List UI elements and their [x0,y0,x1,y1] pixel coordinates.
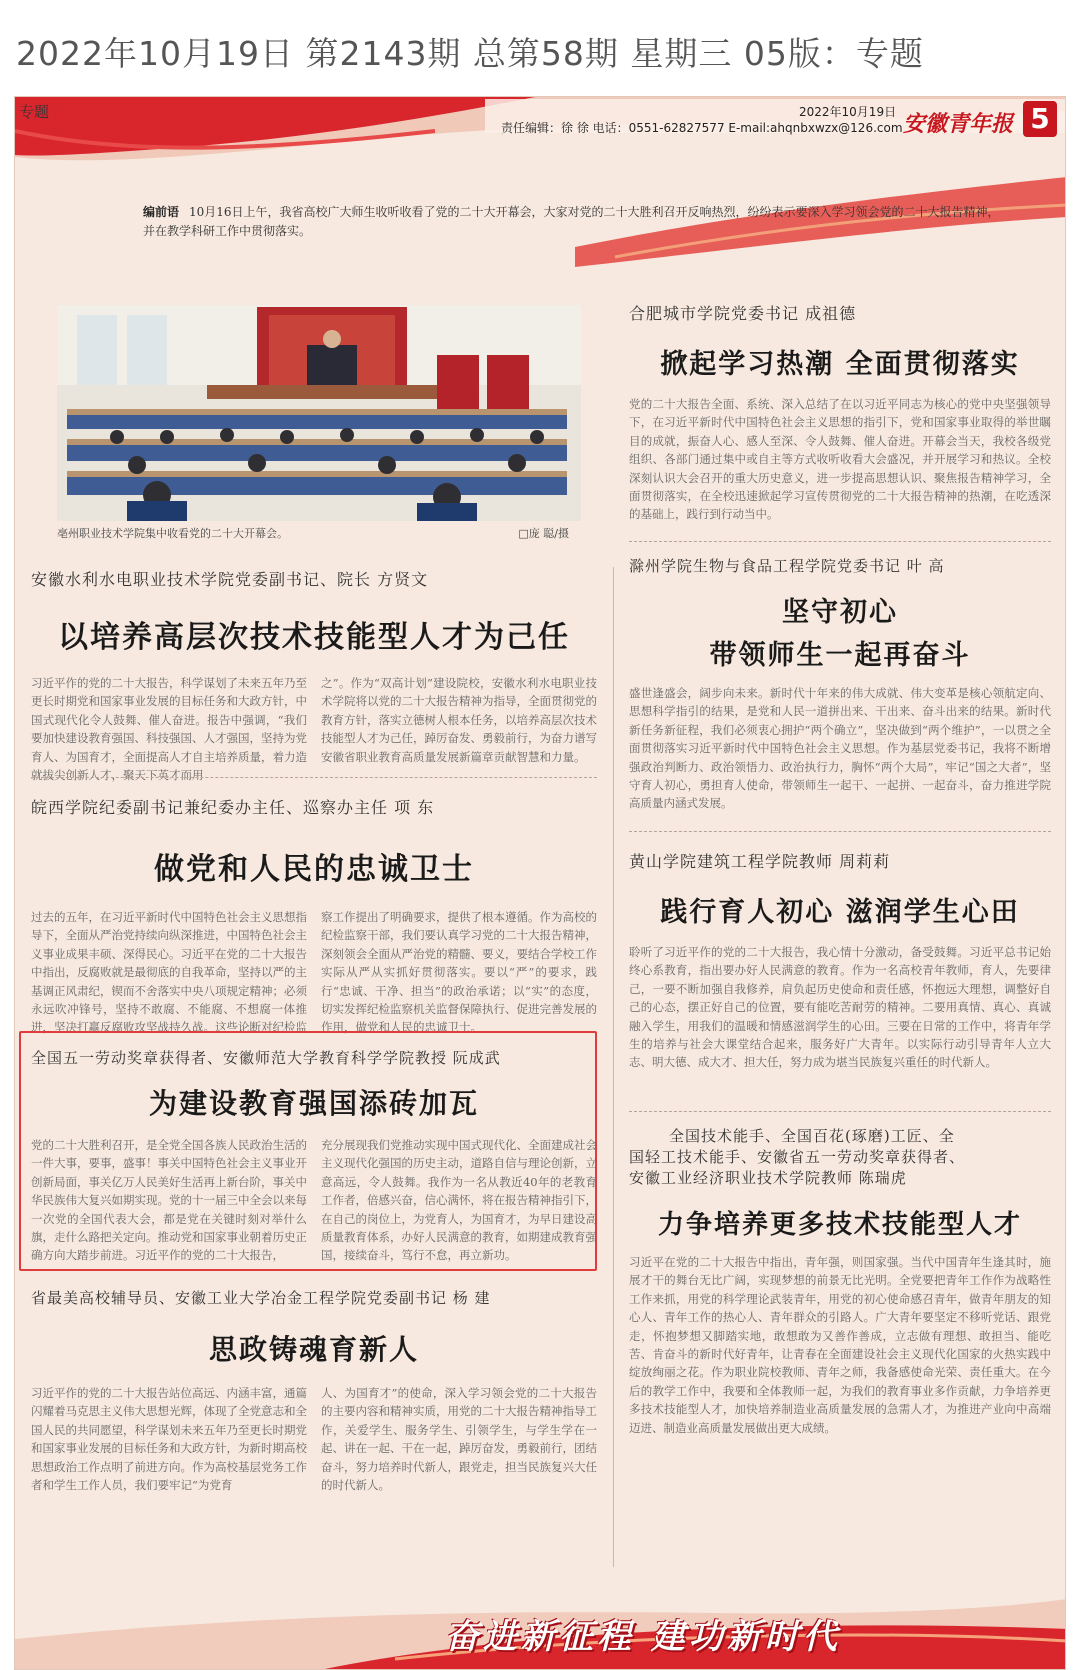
article-fang-xianwen [31,567,597,784]
article-ruan-chengwu [31,1047,597,1265]
article-body: 党的二十大胜利召开，是全党全国各族人民政治生活的一件大事，要事，盛事！事关中国特色社会主义事业开创新局面，事关亿万人民美好生活再上新台阶，事关中华民族伟大复兴如期实现。党的十一届三中全会以来每一次党的全国代表大会，都是党在关键时刻对举什么旗，走什么路把关定向。推动党和国家事业朝着历史正确方向大踏步前进。习近平作的党的二十大报告， [31,1138,307,1263]
article-headline: 带领师生一起再奋斗 [709,640,971,671]
article-headline: 力争培养更多技术技能型人才 [657,1210,1022,1240]
article-body: 之”。作为“双高计划”建设院校，安徽水利水电职业技术学院将以党的二十大报告精神为指导，全面贯彻党的教育方针，落实立德树人根本任务，以培养高层次技术技能型人才为己任，踔厉奋发、勇毅前行，为奋力谱写安徽省职业教育高质量发展新篇章贡献智慧和力量。 [321,676,597,764]
news-photo [57,305,581,521]
article-body: 充分展现我们党推动实现中国式现代化、全面建成社会主义现代化强国的历史主动，道路自信与理论创新，立意高远，令人鼓舞。我作为一名从教近40年的老教育工作者，倍感兴奋，信心满怀，将在报告精神指引下，在自己的岗位上，为党育人，为国育才，为早日建设高质量教育体系，办好人民满意的教育，如期建成教育强国，接续奋斗，笃行不怠，再立新功。 [321,1138,597,1263]
editor-note [143,203,1003,241]
article-cheng-zude [629,301,1051,524]
article-zhou-lili [629,849,1051,1072]
footer-slogan: 奋进新征程 建功新时代 [445,1617,841,1657]
article-yang-jian [31,1287,597,1494]
article-headline: 践行育人初心 滋润学生心田 [660,897,1020,928]
editor-note-label: 编前语 [143,205,180,219]
article-body: 习近平作的党的二十大报告站位高远、内涵丰富，通篇闪耀着马克思主义伟大思想光辉，体现了全党意志和全国人民的共同愿望，科学谋划未来五年乃至更长时期党和国家事业发展的目标任务和大政方针，为新时期高校思想政治工作点明了前进方向。作为高校基层党务工作者和学生工作人员，我们要牢记“为党育 [31,1386,307,1493]
divider [629,541,1051,542]
section-label: 专题 [19,103,50,121]
article-byline: 全国五一劳动奖章获得者、安徽师范大学教育科学学院教授 阮成武 [31,1049,501,1067]
editor-note-text: 10月16日上午，我省高校广大师生收听收看了党的二十大开幕会，大家对党的二十大胜利召开反响热烈，纷纷表示要深入学习领会党的二十大报告精神，并在教学科研工作中贯彻落实。 [143,205,1000,238]
article-byline: 黄山学院建筑工程学院教师 周莉莉 [629,852,891,871]
editor-line: 责任编辑：徐 徐 电话：0551-62827577 E-mail:ahqnbxwzx@126.com [501,121,903,135]
article-byline: 全国技术能手、全国百花(琢磨)工匠、全 [669,1127,955,1145]
article-headline: 做党和人民的忠诚卫士 [154,852,474,887]
article-headline: 为建设教育强国添砖加瓦 [148,1087,479,1120]
article-headline: 思政铸魂育新人 [208,1333,419,1366]
article-byline: 皖西学院纪委副书记兼纪委办主任、巡察办主任 项 东 [31,798,435,817]
column-divider [613,567,614,1567]
header-date: 2022年10月19日 [799,105,897,119]
article-headline: 掀起学习热潮 全面贯彻落实 [660,349,1020,380]
article-xiang-dong [31,795,597,1037]
top-bar [0,0,1080,96]
newspaper-page [14,96,1066,1670]
article-body: 过去的五年，在习近平新时代中国特色社会主义思想指导下，全面从严治党持续向纵深推进，中国特色社会主义事业成果丰硕、深得民心。习近平在党的二十大报告中指出，反腐败就是最彻底的自我革命，坚持以严的主基调正风肃纪，锲而不舍落实中央八项规定精神；必须永远吹冲锋号，坚持不敢腐、不能腐、不想腐一体推进，坚决打赢反腐败攻坚战持久战。这些论断对纪检监 [31,910,307,1035]
article-byline: 国轻工技术能手、安徽省五一劳动奖章获得者、 [629,1148,966,1166]
article-byline: 省最美高校辅导员、安徽工业大学冶金工程学院党委副书记 杨 建 [31,1289,491,1307]
article-body: 察工作提出了明确要求，提供了根本遵循。作为高校的纪检监察干部，我们要认真学习党的二十大报告精神，深刻领会全面从严治党的精髓、要义，要结合学校工作实际从严从实抓好贯彻落实。要以“严”的要求，践行“忠诚、干净、担当”的政治承诺；以“实”的态度，切实发挥纪检监察机关监督保障执行、促进完善发展的作用，做党和人民的忠诚卫士。 [321,910,597,1035]
page-number-badge: 5 [1023,101,1057,137]
divider [629,831,1051,832]
article-body: 盛世逢盛会，阔步向未来。新时代十年来的伟大成就、伟大变革是核心领航定向、思想科学指引的结果，是党和人民一道拼出来、干出来、奋斗出来的结果。新时代新任务新征程，我们必须衷心拥护“两个确立”，坚决做到“两个维护”，一以贯之全面贯彻落实习近平新时代中国特色社会主义思想。作为基层党委书记，我将不断增强政治判断力、政治领悟力、政治执行力，胸怀“两个大局”，牢记“国之大者”，坚守育人初心，勇担育人使命，带领师生一起干、一起拼、一起奋斗，奋力推进学院高质量内涵式发展。 [629,686,1051,811]
divider [31,777,597,778]
article-headline: 坚守初心 [782,597,898,628]
photo-caption-text: 亳州职业技术学院集中收看党的二十大开幕会。 [57,527,288,540]
article-chen-ruihu [629,1125,1051,1437]
photo-credit: □庞 聪/摄 [518,527,569,540]
article-headline: 以培养高层次技术技能型人才为己任 [58,620,570,655]
article-body: 聆听了习近平作的党的二十大报告，我心情十分激动，备受鼓舞。习近平总书记始终心系教育，指出要办好人民满意的教育。作为一名高校青年教师，育人，先要律己，一要不断加强自我修养，肩负起历史使命和责任感，怀抱远大理想，调整好自己的心态，摆正好自己的位置，要有能吃苦耐劳的精神。二要用真情、真心、真诚融入学生，用我们的温暖和情感滋润学生的心田。三要在日常的工作中，将青年学生的培养与社会大课堂结合起来，服务好广大青年。以实际行动引导青年人立大志、明大德、成大才、担大任，努力成为堪当民族复兴重任的时代新人。 [629,945,1051,1070]
article-byline: 安徽水利水电职业技术学院党委副书记、院长 方贤文 [31,570,429,589]
issue-info: 2022年10月19日 第2143期 总第58期 星期三 05版：专题 [16,34,924,73]
article-body: 党的二十大报告全面、系统、深入总结了在以习近平同志为核心的党中央坚强领导下，在习近平新时代中国特色社会主义思想的指引下，党和国家事业取得的举世瞩目的成就，振奋人心、感人至深、令人鼓舞、催人奋进。开幕会当天，我校各级党组织、各部门通过集中或自主等方式收听收看大会盛况，并开展学习和热议。全校深刻认识大会召开的重大历史意义，进一步提高思想认识、聚焦报告精神学习，全面贯彻落实，在全校迅速掀起学习宣传贯彻党的二十大报告精神的热潮，在吃透深的基础上，践行到行动当中。 [629,397,1051,522]
article-body: 习近平在党的二十大报告中指出，青年强，则国家强。当代中国青年生逢其时，施展才干的舞台无比广阔，实现梦想的前景无比光明。全党要把青年工作作为战略性工作来抓，用党的科学理论武装青年，用党的初心使命感召青年，做青年朋友的知心人、青年工作的热心人、青年群众的引路人。广大青年要坚定不移听党话、跟党走，怀抱梦想又脚踏实地，敢想敢为又善作善成，立志做有理想、敢担当、能吃苦、肯奋斗的新时代好青年，让青春在全面建设社会主义现代化国家的火热实践中绽放绚丽之花。作为职业院校教师、青年之师，我备感使命光荣、责任重大。在今后的教学工作中，我要和全体教师一起，为我们的教育事业多作贡献，力争培养更多技术技能型人才，加快培养制造业高质量发展的急需人才，为推进产业向中高端迈进、制造业高质量发展做出更大成绩。 [629,1255,1051,1435]
article-byline: 合肥城市学院党委书记 成祖德 [629,304,857,323]
article-byline: 安徽工业经济职业技术学院教师 陈瑞虎 [629,1169,907,1187]
article-body: 人、为国育才”的使命，深入学习领会党的二十大报告的主要内容和精神实质，用党的二十大报告精神指导工作，关爱学生、服务学生、引领学生，与学生学在一起、讲在一起、干在一起，踔厉奋发，勇毅前行，团结奋斗，努力培养时代新人，跟党走，担当民族复兴大任的时代新人。 [321,1386,597,1493]
article-byline: 滁州学院生物与食品工程学院党委书记 叶 高 [629,557,945,575]
article-ye-gao [629,555,1051,813]
article-body: 习近平作的党的二十大报告，科学谋划了未来五年乃至更长时期党和国家事业发展的目标任务和大政方针，中国式现代化令人鼓舞、催人奋进。报告中强调，“我们要加快建设教育强国、科技强国、人才强国，坚持为党育人、为国育才，全面提高人才自主培养质量，着力造就拔尖创新人才，聚天下英才而用 [31,676,307,783]
photo-caption [57,525,581,541]
divider [629,1111,1051,1112]
newspaper-logo: 安徽青年报 [903,111,1014,137]
